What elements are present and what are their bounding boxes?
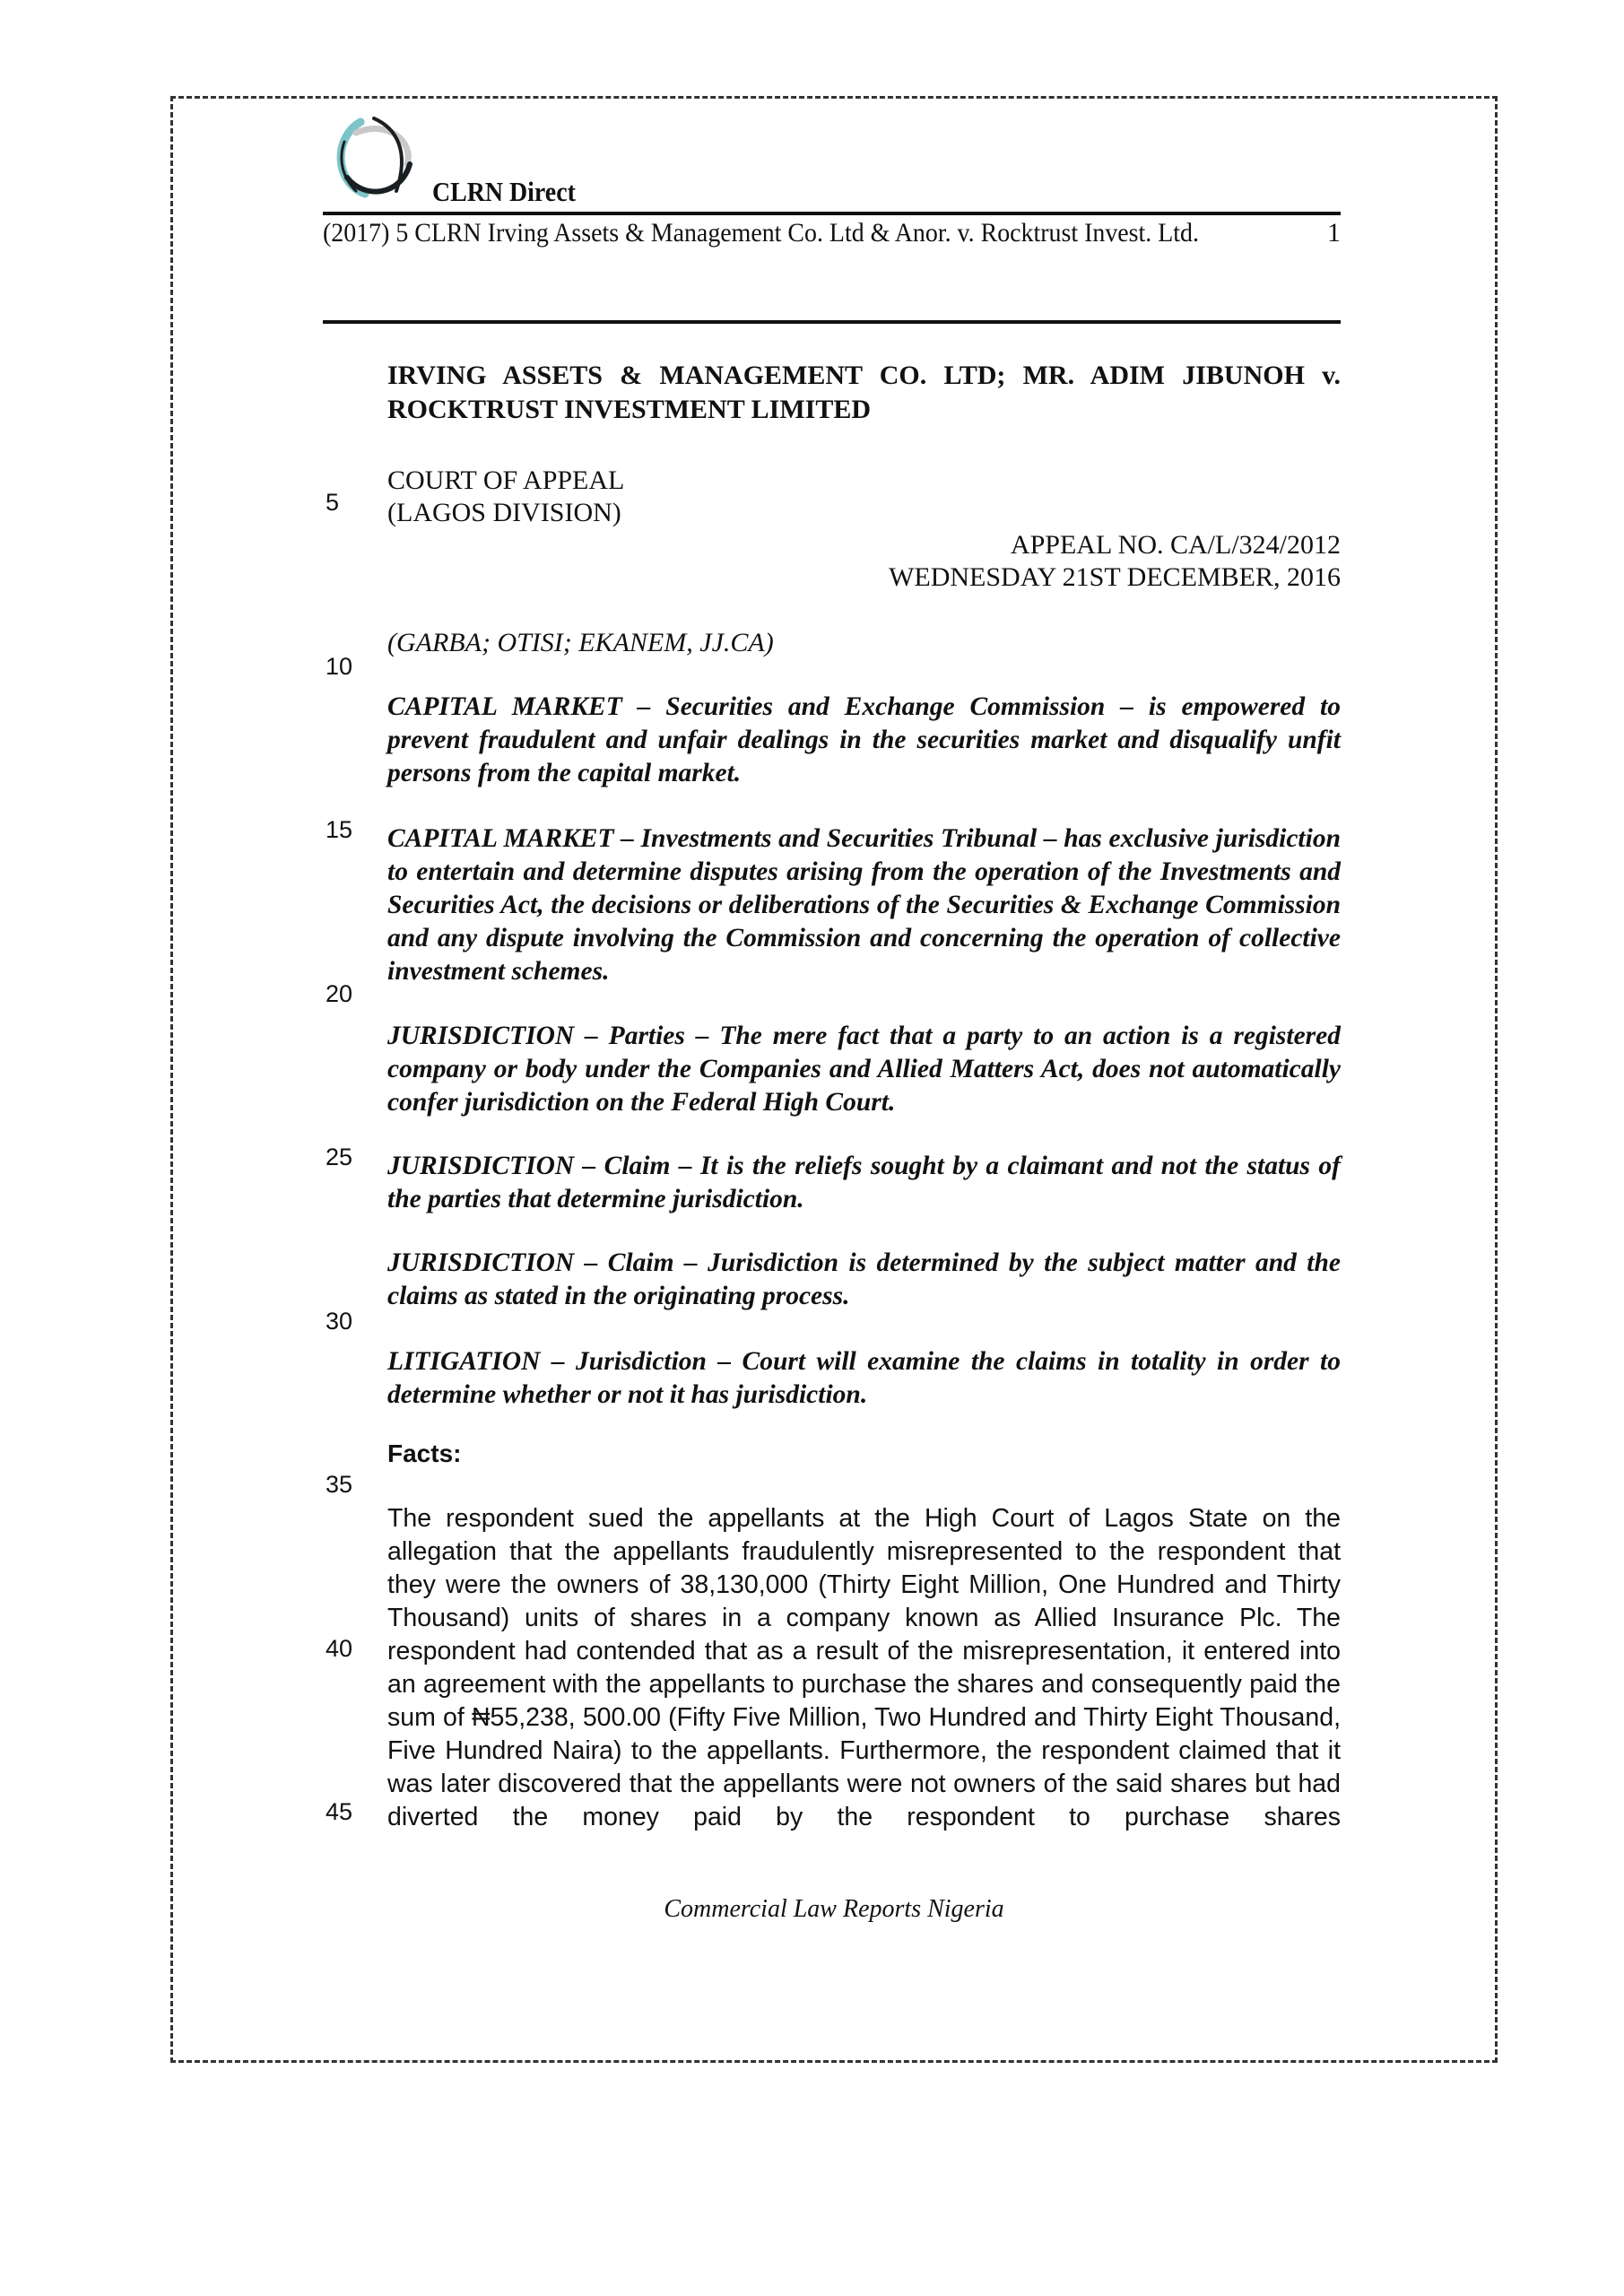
- headnote: LITIGATION – Jurisdiction – Court will examine the claims in totality in order to determine whether or not it has jurisdiction.: [387, 1347, 1341, 1409]
- appeal-info: [807, 529, 1341, 594]
- line-number: 10: [326, 653, 353, 680]
- headnote: CAPITAL MARKET – Securities and Exchange Commission – is empowered to prevent fraudulent and unfair dealings in the securities market and disqualify unfit persons from the capital market.: [387, 692, 1341, 787]
- case-parties: [387, 359, 1341, 427]
- line-number: 25: [326, 1144, 353, 1170]
- court-line-1: COURT OF APPEAL: [387, 465, 625, 495]
- line-number: 30: [326, 1308, 353, 1335]
- court-name: [387, 465, 1341, 529]
- clrn-logo-icon: [325, 115, 432, 204]
- header-rule: [323, 212, 1341, 215]
- headnote: JURISDICTION – Parties – The mere fact that a party to an action is a registered company or body under the Companies and Allied Matters Act, does not automatically confer jurisdiction on the Federal High Court.: [387, 1022, 1341, 1117]
- line-number: 5: [326, 489, 340, 516]
- headnote: JURISDICTION – Claim – Jurisdiction is determined by the subject matter and the claims as stated in the originating process.: [387, 1248, 1341, 1310]
- judgment-date: WEDNESDAY 21ST DECEMBER, 2016: [889, 562, 1341, 592]
- court-line-2: (LAGOS DIVISION): [387, 498, 621, 527]
- section-rule: [323, 320, 1341, 324]
- running-head: [323, 218, 1341, 248]
- judges: (GARBA; OTISI; EKANEM, JJ.CA): [387, 628, 774, 657]
- headnote: JURISDICTION – Claim – It is the reliefs sought by a claimant and not the status of the parties that determine jurisdiction.: [387, 1152, 1341, 1213]
- line-number: 40: [326, 1635, 353, 1662]
- line-number: 20: [326, 980, 353, 1007]
- footer-publication: Commercial Law Reports Nigeria: [664, 1895, 1004, 1923]
- parties-line-2: ROCKTRUST INVESTMENT LIMITED: [387, 395, 872, 424]
- facts-heading: Facts:: [387, 1439, 462, 1467]
- appeal-number: APPEAL NO. CA/L/324/2012: [1010, 530, 1341, 560]
- line-number: 35: [326, 1471, 353, 1498]
- line-number: 15: [326, 816, 353, 843]
- headnote: CAPITAL MARKET – Investments and Securities Tribunal – has exclusive jurisdiction to entertain and determine disputes arising from the operation of the Investments and Securities Act, the decisions or deliberations of the Securities & Exchange Commission and any dispute involving the Commission and concerning the operation of collective investment schemes.: [387, 824, 1341, 986]
- running-head-title: (2017) 5 CLRN Irving Assets & Management Co. Ltd & Anor. v. Rocktrust Invest. Ltd.: [323, 218, 1199, 248]
- brand-name: CLRN Direct: [432, 176, 576, 207]
- facts-body: The respondent sued the appellants at the High Court of Lagos State on the allegation that the appellants fraudulently misrepresented to the respondent that they were the owners of 38,130,000 (Thirty Eight Million, One Hundred and Thirty Thousand) units of shares in a company known as Allied Insurance Plc. The respondent had contended that as a result of the misrepresentation, it entered into an agreement with the appellants to purchase the shares and consequently paid the sum of ₦55,238, 500.00 (Fifty Five Million, Two Hundred and Thirty Eight Thousand, Five Hundred Naira) to the appellants. Furthermore, the respondent claimed that it was later discovered that the appellants were not owners of the said shares but had diverted the money paid by the respondent to purchase shares: [387, 1504, 1341, 1831]
- line-number: 45: [326, 1798, 353, 1825]
- parties-line-1: IRVING ASSETS & MANAGEMENT CO. LTD; MR. ADIM JIBUNOH v.: [387, 361, 1341, 390]
- page-number: 1: [1327, 218, 1341, 248]
